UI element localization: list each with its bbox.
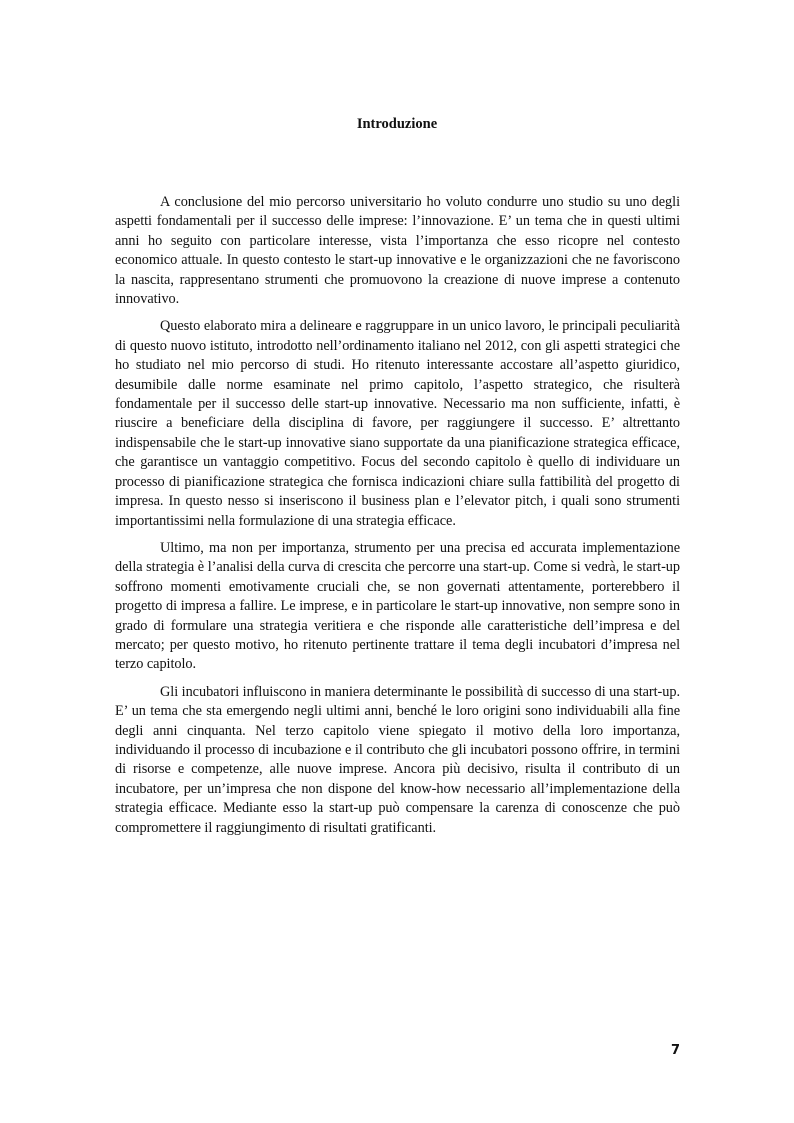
paragraph-4: Gli incubatori influiscono in maniera determinante le possibilità di successo di una start-up. E’ un tema che sta emergendo negli ultimi anni, benché le loro origini sono individuabili alla fine degli anni cinquanta. Nel terzo capitolo viene spiegato il motivo della loro importanza, individuando il processo di incubazione e il contributo che gli incubatori possono offrire, in termini di risorse e competenze, alle nuove imprese. Ancora più decisivo, risulta il contributo di un incubatore, per un’impresa che non dispone del know-how necessario all’implementazione della strategia efficace. Mediante esso la start-up può compensare la carenza di conoscenze che può compromettere il raggiungimento di risultati gratificanti.	[115, 683, 680, 836]
paragraph-1: A conclusione del mio percorso universitario ho voluto condurre uno studio su uno degli aspetti fondamentali per il successo delle imprese: l’innovazione. E’ un tema che in questi ultimi anni ho seguito con particolare interesse, vista l’importanza che esso ricopre nel contesto economico attuale. In questo contesto le start-up innovative e le organizzazioni che ne favoriscono la nascita, rappresentano strumenti che promuovono la creazione di nuove imprese a contenuto innovativo.	[115, 194, 680, 308]
paragraph-2: Questo elaborato mira a delineare e raggruppare in un unico lavoro, le principali peculiarità di questo nuovo istituto, introdotto nell’ordinamento italiano nel 2012, con gli aspetti strategici che ho studiato nel mio percorso di studi. Ho ritenuto interessante accostare all’aspetto giuridico, desumibile dalle norme esaminate nel primo capitolo, l’aspetto strategico, che risulterà fondamentale per il successo delle start-up innovative. Necessario ma non sufficiente, infatti, è riuscire a beneficiare della disciplina di favore, per raggiungere il successo. E’ altrettanto indispensabile che le start-up innovative siano supportate da una pianificazione strategica efficace, che garantisce un vantaggio competitivo. Focus del secondo capitolo è quello di individuare un processo di pianificazione strategica che fornisca indicazioni chiare sulla fattibilità del progetto di impresa. In questo nesso si inseriscono il business plan e l’elevator pitch, i quali sono strumenti importantissimi nella formulazione di una strategia efficace.	[115, 318, 680, 529]
body-text	[115, 193, 680, 846]
paragraph-3: Ultimo, ma non per importanza, strumento per una precisa ed accurata implementazione della strategia è l’analisi della curva di crescita che percorre una start-up. Come si vedrà, le start-up soffrono momenti emotivamente cruciali che, se non governati attentamente, porterebbero il progetto di impresa a fallire. Le imprese, e in particolare le start-up innovative, non sempre sono in grado di formulare una strategia veritiera e che risponde alle caratteristiche dell’impresa e del mercato; per questo motivo, ho ritenuto pertinente trattare il tema degli incubatori d’impresa nel terzo capitolo.	[115, 539, 680, 673]
page-number: 7	[670, 1043, 680, 1058]
page-title: Introduzione	[356, 116, 438, 132]
